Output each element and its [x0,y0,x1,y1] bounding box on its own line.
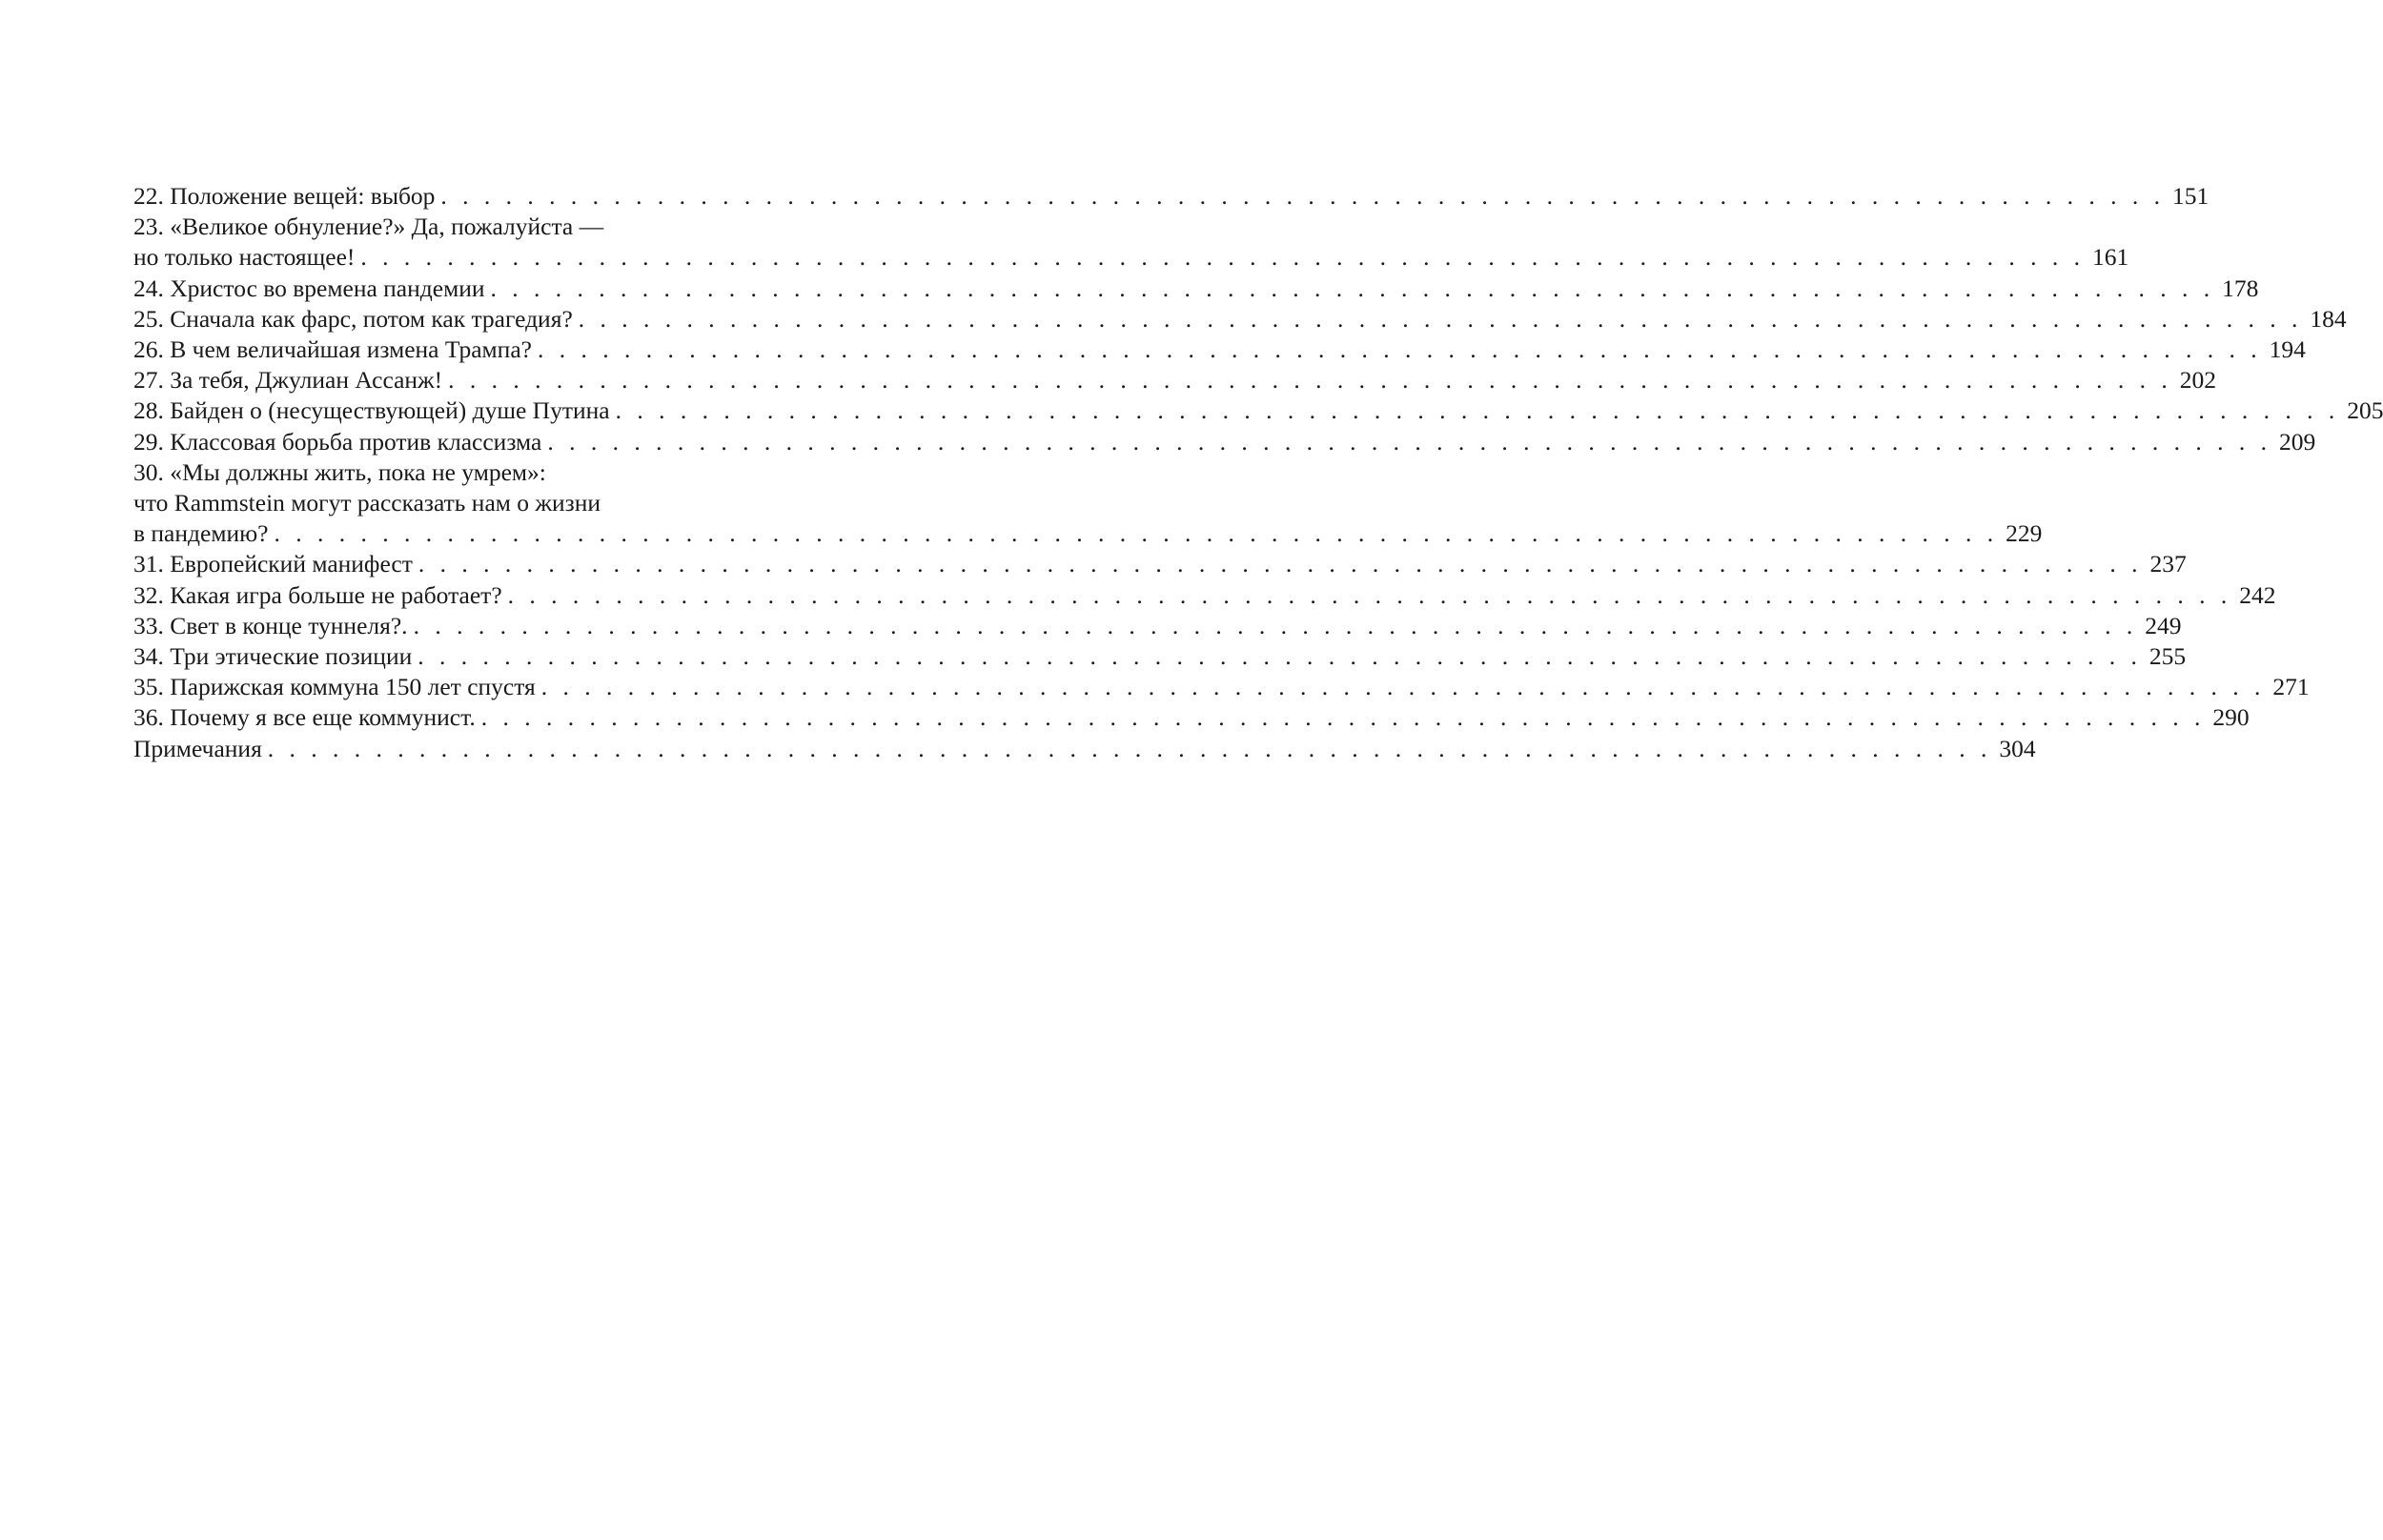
toc-entry-line [133,518,2043,549]
dot-leader: . . . . . . . . . . . . . . . . . . . . . . . . . . . . . . . . . . . . . . . . . . . . . . . . . . . . . . . . . . . . . . . . . . . . . . . . . . . . . . . . [480,703,2206,732]
toc-entry-title: но только настоящее! [133,243,356,272]
dot-leader: . . . . . . . . . . . . . . . . . . . . . . . . . . . . . . . . . . . . . . . . . . . . . . . . . . . . . . . . . . . . . . . . . . . . . . . . . . . . . . . . [547,427,2271,456]
toc-entry-line [133,580,2276,611]
toc-entry [133,702,2250,733]
page-number: 209 [2278,427,2316,456]
toc-entry-line [133,242,2129,273]
toc-entry-title: Примечания [133,734,262,762]
toc-entry-title: 31. Европейский манифест [133,550,413,578]
toc-entry-line [133,549,2187,579]
toc-entry-title: 36. Почему я все еще коммунист. [133,703,476,732]
toc-entry [133,334,2306,365]
toc-entry-title-line [133,488,782,518]
toc-entry-line [133,672,2310,702]
toc-entry [133,611,2182,641]
dot-leader: . . . . . . . . . . . . . . . . . . . . . . . . . . . . . . . . . . . . . . . . . . . . . . . . . . . . . . . . . . . . . . . . . . . . . . . . . . . . . . . . [490,274,2215,302]
toc-entry-title: что Rammstein могут рассказать нам о жизни [133,489,601,517]
dot-leader: . . . . . . . . . . . . . . . . . . . . . . . . . . . . . . . . . . . . . . . . . . . . . . . . . . . . . . . . . . . . . . . . . . . . . . . . . . . . . . . . [360,243,2086,272]
toc-entry-line [133,611,2182,641]
toc-entry-title: 33. Свет в конце туннеля?. [133,611,408,639]
dot-leader: . . . . . . . . . . . . . . . . . . . . . . . . . . . . . . . . . . . . . . . . . . . . . . . . . . . . . . . . . . . . . . . . . . . . . . . . . . . . . . . . [413,611,2138,639]
toc-entry-line [133,427,2316,457]
toc-entry-title: 23. «Великое обнуление?» Да, пожалуйста — [133,213,604,241]
page-number: 304 [1999,734,2036,762]
page-number: 237 [2149,550,2187,578]
toc-entry [133,641,2187,672]
table-of-contents [133,181,2383,764]
dot-leader: . . . . . . . . . . . . . . . . . . . . . . . . . . . . . . . . . . . . . . . . . . . . . . . . . . . . . . . . . . . . . . . . . . . . . . . . . . . . . . . . [540,673,2266,701]
toc-entry-title-line [133,457,782,488]
toc-entry [133,395,2383,426]
toc-entry [133,580,2276,611]
toc-entry [133,365,2217,395]
dot-leader: . . . . . . . . . . . . . . . . . . . . . . . . . . . . . . . . . . . . . . . . . . . . . . . . . . . . . . . . . . . . . . . . . . . . . . . . . . . . . . . . [615,396,2340,425]
toc-entry-title: 26. В чем величайшая измена Трампа? [133,335,532,364]
page-number: 290 [2212,703,2250,732]
page-number: 161 [2092,243,2129,272]
toc-entry [133,457,2043,550]
dot-leader: . . . . . . . . . . . . . . . . . . . . . . . . . . . . . . . . . . . . . . . . . . . . . . . . . . . . . . . . . . . . . . . . . . . . . . . . . . . . . . . . [418,550,2143,578]
dot-leader: . . . . . . . . . . . . . . . . . . . . . . . . . . . . . . . . . . . . . . . . . . . . . . . . . . . . . . . . . . . . . . . . . . . . . . . . . . . . . . . . [448,366,2172,395]
toc-entry-title-line [133,212,782,242]
page-number: 242 [2239,580,2276,609]
page-number: 271 [2272,673,2310,701]
page-number: 194 [2269,335,2306,364]
toc-entry [133,549,2187,579]
toc-entry-title: 27. За тебя, Джулиан Ассанж! [133,366,443,395]
toc-entry-title: 32. Какая игра больше не работает? [133,580,502,609]
toc-list [133,181,2383,764]
toc-entry-title: 30. «Мы должны жить, пока не умрем»: [133,457,546,486]
toc-entry-line [133,734,2036,764]
toc-entry-line [133,181,2210,212]
toc-entry [133,181,2210,212]
toc-entry [133,672,2310,702]
toc-entry-title: 25. Сначала как фарс, потом как трагедия? [133,304,573,333]
toc-entry-title: 34. Три этические позиции [133,642,413,671]
toc-entry-title: в пандемию? [133,519,269,548]
page-number: 202 [2179,366,2217,395]
toc-entry [133,212,2129,273]
toc-entry-title: 22. Положение вещей: выбор [133,182,436,210]
toc-entry-line [133,274,2259,304]
dot-leader: . . . . . . . . . . . . . . . . . . . . . . . . . . . . . . . . . . . . . . . . . . . . . . . . . . . . . . . . . . . . . . . . . . . . . . . . . . . . . . . . [274,519,1999,548]
dot-leader: . . . . . . . . . . . . . . . . . . . . . . . . . . . . . . . . . . . . . . . . . . . . . . . . . . . . . . . . . . . . . . . . . . . . . . . . . . . . . . . . [418,642,2142,671]
toc-entry-line [133,395,2383,426]
page-number: 249 [2145,611,2182,639]
dot-leader: . . . . . . . . . . . . . . . . . . . . . . . . . . . . . . . . . . . . . . . . . . . . . . . . . . . . . . . . . . . . . . . . . . . . . . . . . . . . . . . . [578,304,2303,333]
toc-entry-line [133,304,2347,334]
page-number: 229 [2006,519,2043,548]
page-number: 205 [2347,396,2383,425]
toc-entry-line [133,365,2217,395]
toc-entry-title: 29. Классовая борьба против классизма [133,427,542,456]
toc-entry-title: 35. Парижская коммуна 150 лет спустя [133,673,536,701]
page-number: 255 [2149,642,2187,671]
page-number: 184 [2310,304,2347,333]
dot-leader: . . . . . . . . . . . . . . . . . . . . . . . . . . . . . . . . . . . . . . . . . . . . . . . . . . . . . . . . . . . . . . . . . . . . . . . . . . . . . . . . [507,580,2232,609]
page-number: 178 [2222,274,2259,302]
page-number: 151 [2172,182,2210,210]
toc-entry-line [133,641,2187,672]
dot-leader: . . . . . . . . . . . . . . . . . . . . . . . . . . . . . . . . . . . . . . . . . . . . . . . . . . . . . . . . . . . . . . . . . . . . . . . . . . . . . . . . [440,182,2166,210]
toc-entry-title: 24. Христос во времена пандемии [133,274,485,302]
toc-entry [133,274,2259,304]
toc-entry [133,734,2036,764]
toc-entry-line [133,334,2306,365]
toc-entry-title: 28. Байден о (несуществующей) душе Путина [133,396,610,425]
toc-entry [133,427,2316,457]
toc-entry [133,304,2347,334]
toc-entry-line [133,702,2250,733]
dot-leader: . . . . . . . . . . . . . . . . . . . . . . . . . . . . . . . . . . . . . . . . . . . . . . . . . . . . . . . . . . . . . . . . . . . . . . . . . . . . . . . . [267,734,1992,762]
dot-leader: . . . . . . . . . . . . . . . . . . . . . . . . . . . . . . . . . . . . . . . . . . . . . . . . . . . . . . . . . . . . . . . . . . . . . . . . . . . . . . . . [537,335,2262,364]
